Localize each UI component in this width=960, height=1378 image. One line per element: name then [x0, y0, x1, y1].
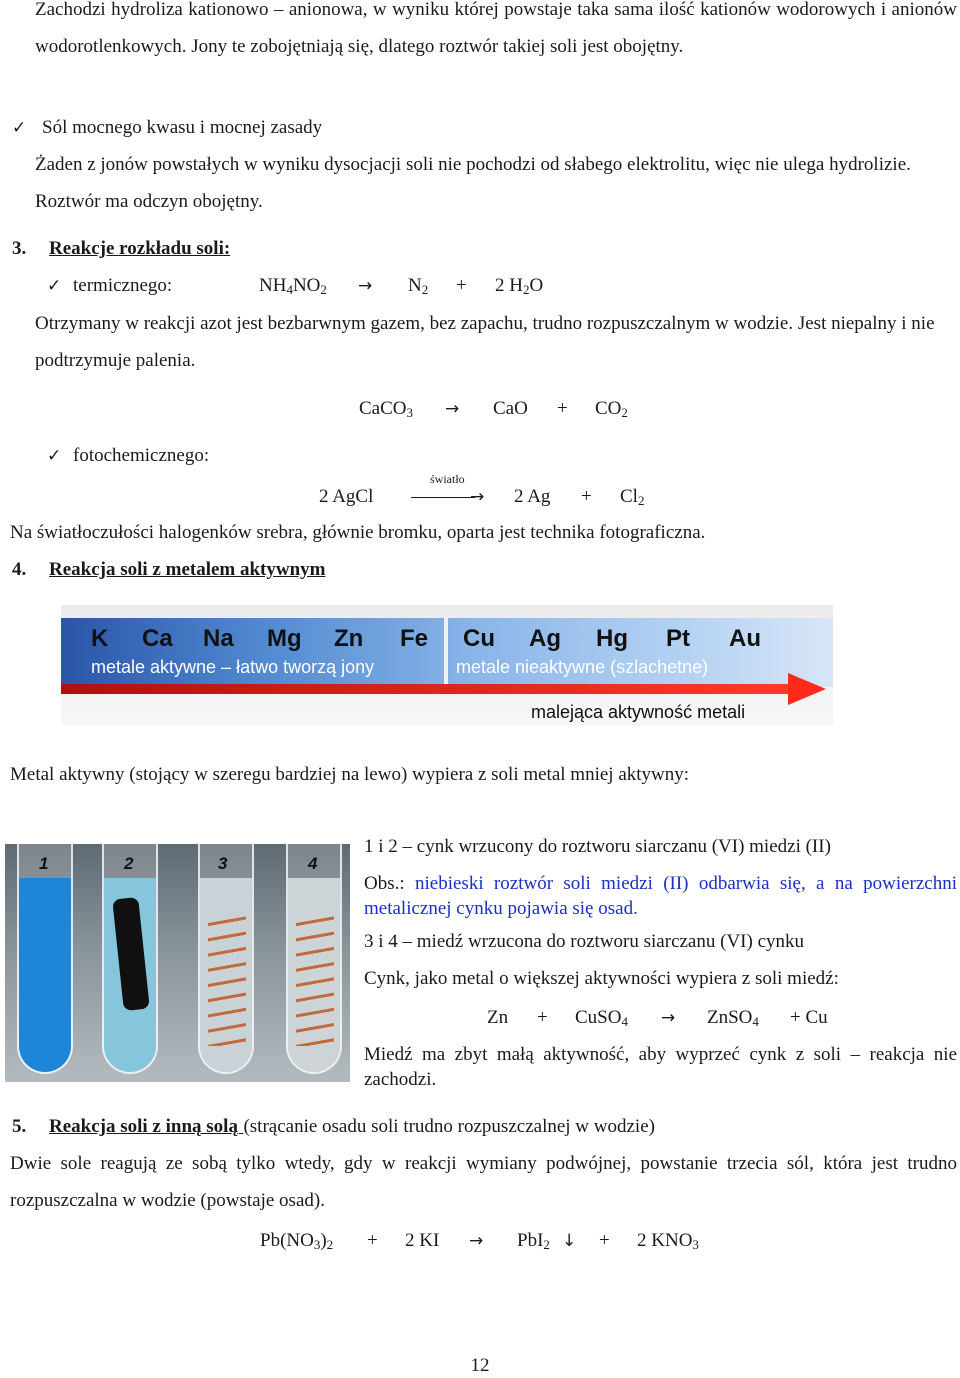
experiment-3-4: 3 i 4 – miedź wrzucona do roztworu siarczanu (VI) cynku [364, 931, 805, 952]
check-icon: ✓ [12, 118, 27, 138]
thermal-label: termicznego: [73, 275, 173, 296]
photography-note: Na światłoczułości halogenków srebra, głównie bromku, oparta jest technika fotograficzna. [10, 522, 706, 543]
section-4-title: Reakcja soli z metalem aktywnym [49, 559, 326, 580]
intro-paragraph: Zachodzi hydroliza kationowo – anionowa, w wyniku której powstaje taka sama ilość kationów wodorowych i anionów wodorotlenkowych. Jony te zobojętniają się, dlatego roztwór takiej soli jest obojętny. [35, 0, 957, 57]
test-tubes-photo [5, 844, 350, 1082]
noble-metals-label: metale nieaktywne (szlachetne) [456, 657, 709, 677]
section-5-number: 5. [12, 1116, 27, 1137]
metal-na: Na [203, 625, 234, 652]
section-3-title: Reakcje rozkładu soli: [49, 238, 231, 259]
metal-pt: Pt [666, 625, 690, 652]
arrow-icon: → [661, 1008, 676, 1028]
displacement-paragraph: Metal aktywny (stojący w szeregu bardziej na lewo) wypiera z soli metal mniej aktywny: [10, 764, 690, 785]
section-5-subtitle: (strącanie osadu soli trudno rozpuszczalnej w wodzie) [243, 1116, 655, 1137]
hydrolysis-paragraph: Żaden z jonów powstałych w wyniku dysocjacji soli nie pochodzi od słabego elektrolitu, więc nie ulega hydrolizie. Roztwór ma odczyn obojętny. [35, 154, 911, 212]
observation: Obs.: niebieski roztwór soli miedzi (II) odbarwia się, a na powierzchni metalicznej cynku pojawia się osad. [364, 873, 958, 919]
metal-mg: Mg [267, 625, 302, 652]
metal-au: Au [729, 625, 761, 652]
section-4-number: 4. [12, 559, 27, 580]
photochemical-label: fotochemicznego: [73, 445, 210, 466]
metal-fe: Fe [400, 625, 429, 652]
activity-series-image [61, 605, 833, 725]
arrow-icon: → [469, 1231, 484, 1251]
metal-ag: Ag [529, 625, 561, 652]
activity-arrow [61, 684, 796, 694]
section-3-number: 3. [12, 238, 27, 259]
check-icon: ✓ [47, 446, 62, 466]
metal-ca: Ca [142, 625, 173, 652]
test-tube-2: 2 [102, 844, 158, 1074]
equation-zinc-copper-sulfate: Zn + CuSO$_4$ → ZnSO$_4$ + Cu [487, 1007, 828, 1029]
arrow-icon: → [445, 399, 460, 419]
activity-caption: malejąca aktywność metali [531, 702, 746, 722]
test-tube-3: 3 [198, 844, 254, 1074]
arrow-icon: → [470, 487, 485, 507]
bullet-title: Sól mocnego kwasu i mocnej zasady [42, 117, 323, 138]
nitrogen-paragraph: Otrzymany w reakcji azot jest bezbarwnym gazem, bez zapachu, trudno rozpuszczalnym w wodzie. Jest niepalny i nie podtrzymuje palenia. [35, 313, 935, 371]
equation-ammonium-nitrite: $NH_4NO_2$ → $N_2$ + 2 $H_2O$ [259, 275, 544, 297]
experiment-1-2: 1 i 2 – cynk wrzucony do roztworu siarczanu (VI) miedzi (II) [364, 836, 831, 857]
arrow-head-icon [788, 673, 826, 705]
metal-zn: Zn [334, 625, 364, 652]
equation-silver-chloride: 2 AgCl światło → 2 Ag + $Cl_2$ [319, 472, 645, 508]
metal-hg: Hg [596, 625, 628, 652]
no-reaction-note: Miedź ma zbyt małą aktywność, aby wyprzeć cynk z soli – reakcja nie zachodzi. [364, 1044, 957, 1090]
active-metals-label: metale aktywne – łatwo tworzą jony [91, 657, 375, 677]
zinc-displaces-copper: Cynk, jako metal o większej aktywności wypiera z soli miedź: [364, 968, 839, 989]
check-icon: ✓ [47, 276, 62, 296]
metal-cu: Cu [463, 625, 495, 652]
test-tube-1: 1 [17, 844, 73, 1074]
section-5-heading [49, 1115, 655, 1139]
arrow-icon: → [358, 276, 373, 296]
section-5-title: Reakcja soli z inną solą [49, 1116, 238, 1137]
precipitation-paragraph: Dwie sole reagują ze sobą tylko wtedy, gdy w reakcji wymiany podwójnej, powstanie trzecia sól, która jest trudno rozpuszczalna w wodzie (powstaje osad). [10, 1153, 957, 1211]
metal-k: K [91, 625, 109, 652]
equation-lead-nitrate-potassium-iodide: $Pb(NO_3)_2$ + 2 KI → PbI$_2$ ↓ + 2 $KNO_3$ [260, 1230, 699, 1252]
down-arrow-icon: ↓ [562, 1231, 577, 1251]
test-tube-4: 4 [286, 844, 342, 1074]
page-number: 12 [470, 1355, 490, 1376]
equation-calcium-carbonate: CaCO$_3$ → CaO + $CO_2$ [359, 398, 628, 420]
